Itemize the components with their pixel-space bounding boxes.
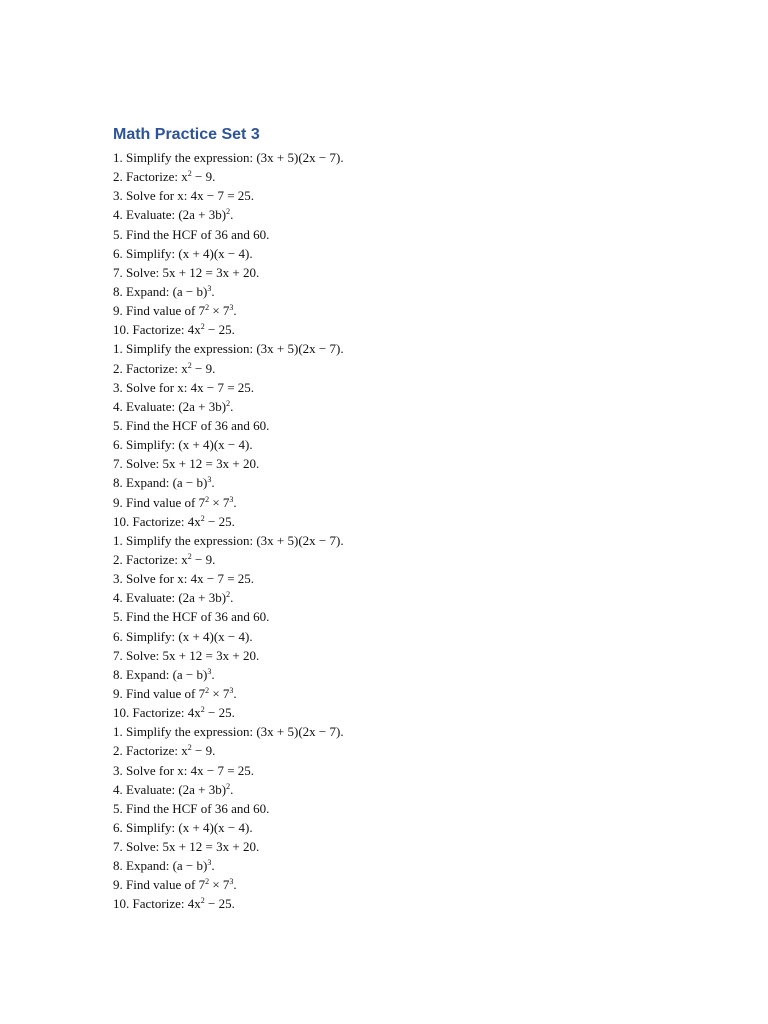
question-item: [113, 741, 344, 760]
question-item: [113, 186, 344, 205]
question-item: [113, 320, 344, 339]
question-item: [113, 512, 344, 531]
question-text: 5. Find the HCF of 36 and 60.: [113, 226, 270, 242]
question-item: [113, 665, 344, 684]
question-exponent: 3: [207, 475, 212, 485]
question-text: .: [230, 781, 234, 797]
question-text: 6. Simplify: (x + 4)(x − 4).: [113, 437, 253, 453]
question-text: 5. Find the HCF of 36 and 60.: [113, 609, 270, 625]
question-text: 8. Expand: (a − b): [113, 283, 208, 299]
question-text: 5. Find the HCF of 36 and 60.: [113, 417, 270, 433]
question-exponent: 3: [207, 666, 212, 676]
question-text: 4. Evaluate: (2a + 3b): [113, 781, 227, 797]
question-item: [113, 263, 344, 282]
question-text: .: [211, 666, 215, 682]
question-item: [113, 607, 344, 626]
question-item: [113, 244, 344, 263]
question-item: [113, 378, 344, 397]
question-text: − 9.: [191, 743, 216, 759]
question-exponent: 2: [200, 513, 205, 523]
question-exponent: 2: [226, 398, 231, 408]
question-text: 7. Solve: 5x + 12 = 3x + 20.: [113, 839, 260, 855]
question-text: .: [233, 303, 237, 319]
question-exponent: 2: [226, 207, 231, 217]
question-text: 4. Evaluate: (2a + 3b): [113, 207, 227, 223]
question-text: .: [233, 685, 237, 701]
question-text: 6. Simplify: (x + 4)(x − 4).: [113, 819, 253, 835]
question-item: [113, 148, 344, 167]
question-exponent: 2: [200, 896, 205, 906]
question-text: 9. Find value of 7: [113, 685, 206, 701]
question-text: 10. Factorize: 4x: [113, 896, 201, 912]
question-text: .: [230, 398, 234, 414]
question-text: 9. Find value of 7: [113, 494, 206, 510]
question-text: 7. Solve: 5x + 12 = 3x + 20.: [113, 456, 260, 472]
question-exponent: 2: [187, 743, 192, 753]
question-text: × 7: [209, 685, 230, 701]
question-text: − 25.: [204, 513, 235, 529]
question-text: 3. Solve for x: 4x − 7 = 25.: [113, 762, 255, 778]
question-exponent: 3: [207, 283, 212, 293]
question-text: .: [230, 590, 234, 606]
question-text: 2. Factorize: x: [113, 743, 188, 759]
question-item: [113, 301, 344, 320]
question-text: 1. Simplify the expression: (3x + 5)(2x − 7).: [113, 341, 344, 357]
question-text: − 25.: [204, 705, 235, 721]
question-text: 3. Solve for x: 4x − 7 = 25.: [113, 379, 255, 395]
question-item: [113, 397, 344, 416]
question-exponent: 2: [187, 169, 192, 179]
question-text: 9. Find value of 7: [113, 303, 206, 319]
question-exponent: 2: [205, 303, 210, 313]
question-text: − 25.: [204, 322, 235, 338]
question-text: 5. Find the HCF of 36 and 60.: [113, 800, 270, 816]
question-item: [113, 435, 344, 454]
question-item: [113, 627, 344, 646]
question-text: 8. Expand: (a − b): [113, 858, 208, 874]
question-item: [113, 473, 344, 492]
question-item: [113, 339, 344, 358]
question-exponent: 2: [205, 685, 210, 695]
question-text: 8. Expand: (a − b): [113, 475, 208, 491]
page-title: Math Practice Set 3: [113, 126, 260, 143]
question-text: 10. Factorize: 4x: [113, 513, 201, 529]
question-text: 2. Factorize: x: [113, 169, 188, 185]
question-item: [113, 780, 344, 799]
question-text: 10. Factorize: 4x: [113, 705, 201, 721]
question-text: .: [233, 494, 237, 510]
question-item: [113, 818, 344, 837]
question-item: [113, 225, 344, 244]
question-item: [113, 722, 344, 741]
question-exponent: 3: [229, 877, 234, 887]
question-text: − 9.: [191, 169, 216, 185]
question-item: [113, 282, 344, 301]
question-item: [113, 837, 344, 856]
question-text: 10. Factorize: 4x: [113, 322, 201, 338]
question-text: 7. Solve: 5x + 12 = 3x + 20.: [113, 264, 260, 280]
question-text: − 25.: [204, 896, 235, 912]
question-exponent: 2: [226, 781, 231, 791]
question-item: [113, 550, 344, 569]
question-text: × 7: [209, 877, 230, 893]
question-item: [113, 646, 344, 665]
question-item: [113, 588, 344, 607]
question-item: [113, 875, 344, 894]
question-text: .: [211, 475, 215, 491]
question-text: 6. Simplify: (x + 4)(x − 4).: [113, 245, 253, 261]
question-exponent: 2: [187, 360, 192, 370]
question-text: 4. Evaluate: (2a + 3b): [113, 590, 227, 606]
question-text: 8. Expand: (a − b): [113, 666, 208, 682]
question-text: − 9.: [191, 360, 216, 376]
question-item: [113, 359, 344, 378]
question-text: .: [233, 877, 237, 893]
question-item: [113, 856, 344, 875]
question-text: 2. Factorize: x: [113, 360, 188, 376]
question-text: 4. Evaluate: (2a + 3b): [113, 398, 227, 414]
question-text: .: [230, 207, 234, 223]
question-text: 6. Simplify: (x + 4)(x − 4).: [113, 628, 253, 644]
question-item: [113, 454, 344, 473]
question-item: [113, 569, 344, 588]
question-text: 3. Solve for x: 4x − 7 = 25.: [113, 571, 255, 587]
question-item: [113, 493, 344, 512]
question-text: 1. Simplify the expression: (3x + 5)(2x − 7).: [113, 724, 344, 740]
question-item: [113, 799, 344, 818]
question-item: [113, 894, 344, 913]
question-list: [113, 148, 344, 914]
question-text: − 9.: [191, 551, 216, 567]
question-exponent: 2: [205, 494, 210, 504]
question-text: 9. Find value of 7: [113, 877, 206, 893]
question-text: 1. Simplify the expression: (3x + 5)(2x − 7).: [113, 532, 344, 548]
question-text: × 7: [209, 303, 230, 319]
question-text: 3. Solve for x: 4x − 7 = 25.: [113, 188, 255, 204]
question-exponent: 2: [200, 322, 205, 332]
question-item: [113, 761, 344, 780]
question-text: 7. Solve: 5x + 12 = 3x + 20.: [113, 647, 260, 663]
question-text: 2. Factorize: x: [113, 551, 188, 567]
question-exponent: 3: [229, 685, 234, 695]
question-item: [113, 684, 344, 703]
question-text: × 7: [209, 494, 230, 510]
question-item: [113, 703, 344, 722]
question-item: [113, 167, 344, 186]
question-item: [113, 205, 344, 224]
question-text: .: [211, 283, 215, 299]
question-item: [113, 531, 344, 550]
question-item: [113, 416, 344, 435]
question-exponent: 3: [229, 494, 234, 504]
question-exponent: 2: [200, 705, 205, 715]
question-exponent: 3: [229, 303, 234, 313]
question-text: 1. Simplify the expression: (3x + 5)(2x − 7).: [113, 150, 344, 165]
question-exponent: 3: [207, 858, 212, 868]
question-exponent: 2: [226, 590, 231, 600]
question-exponent: 2: [205, 877, 210, 887]
question-exponent: 2: [187, 551, 192, 561]
question-text: .: [211, 858, 215, 874]
